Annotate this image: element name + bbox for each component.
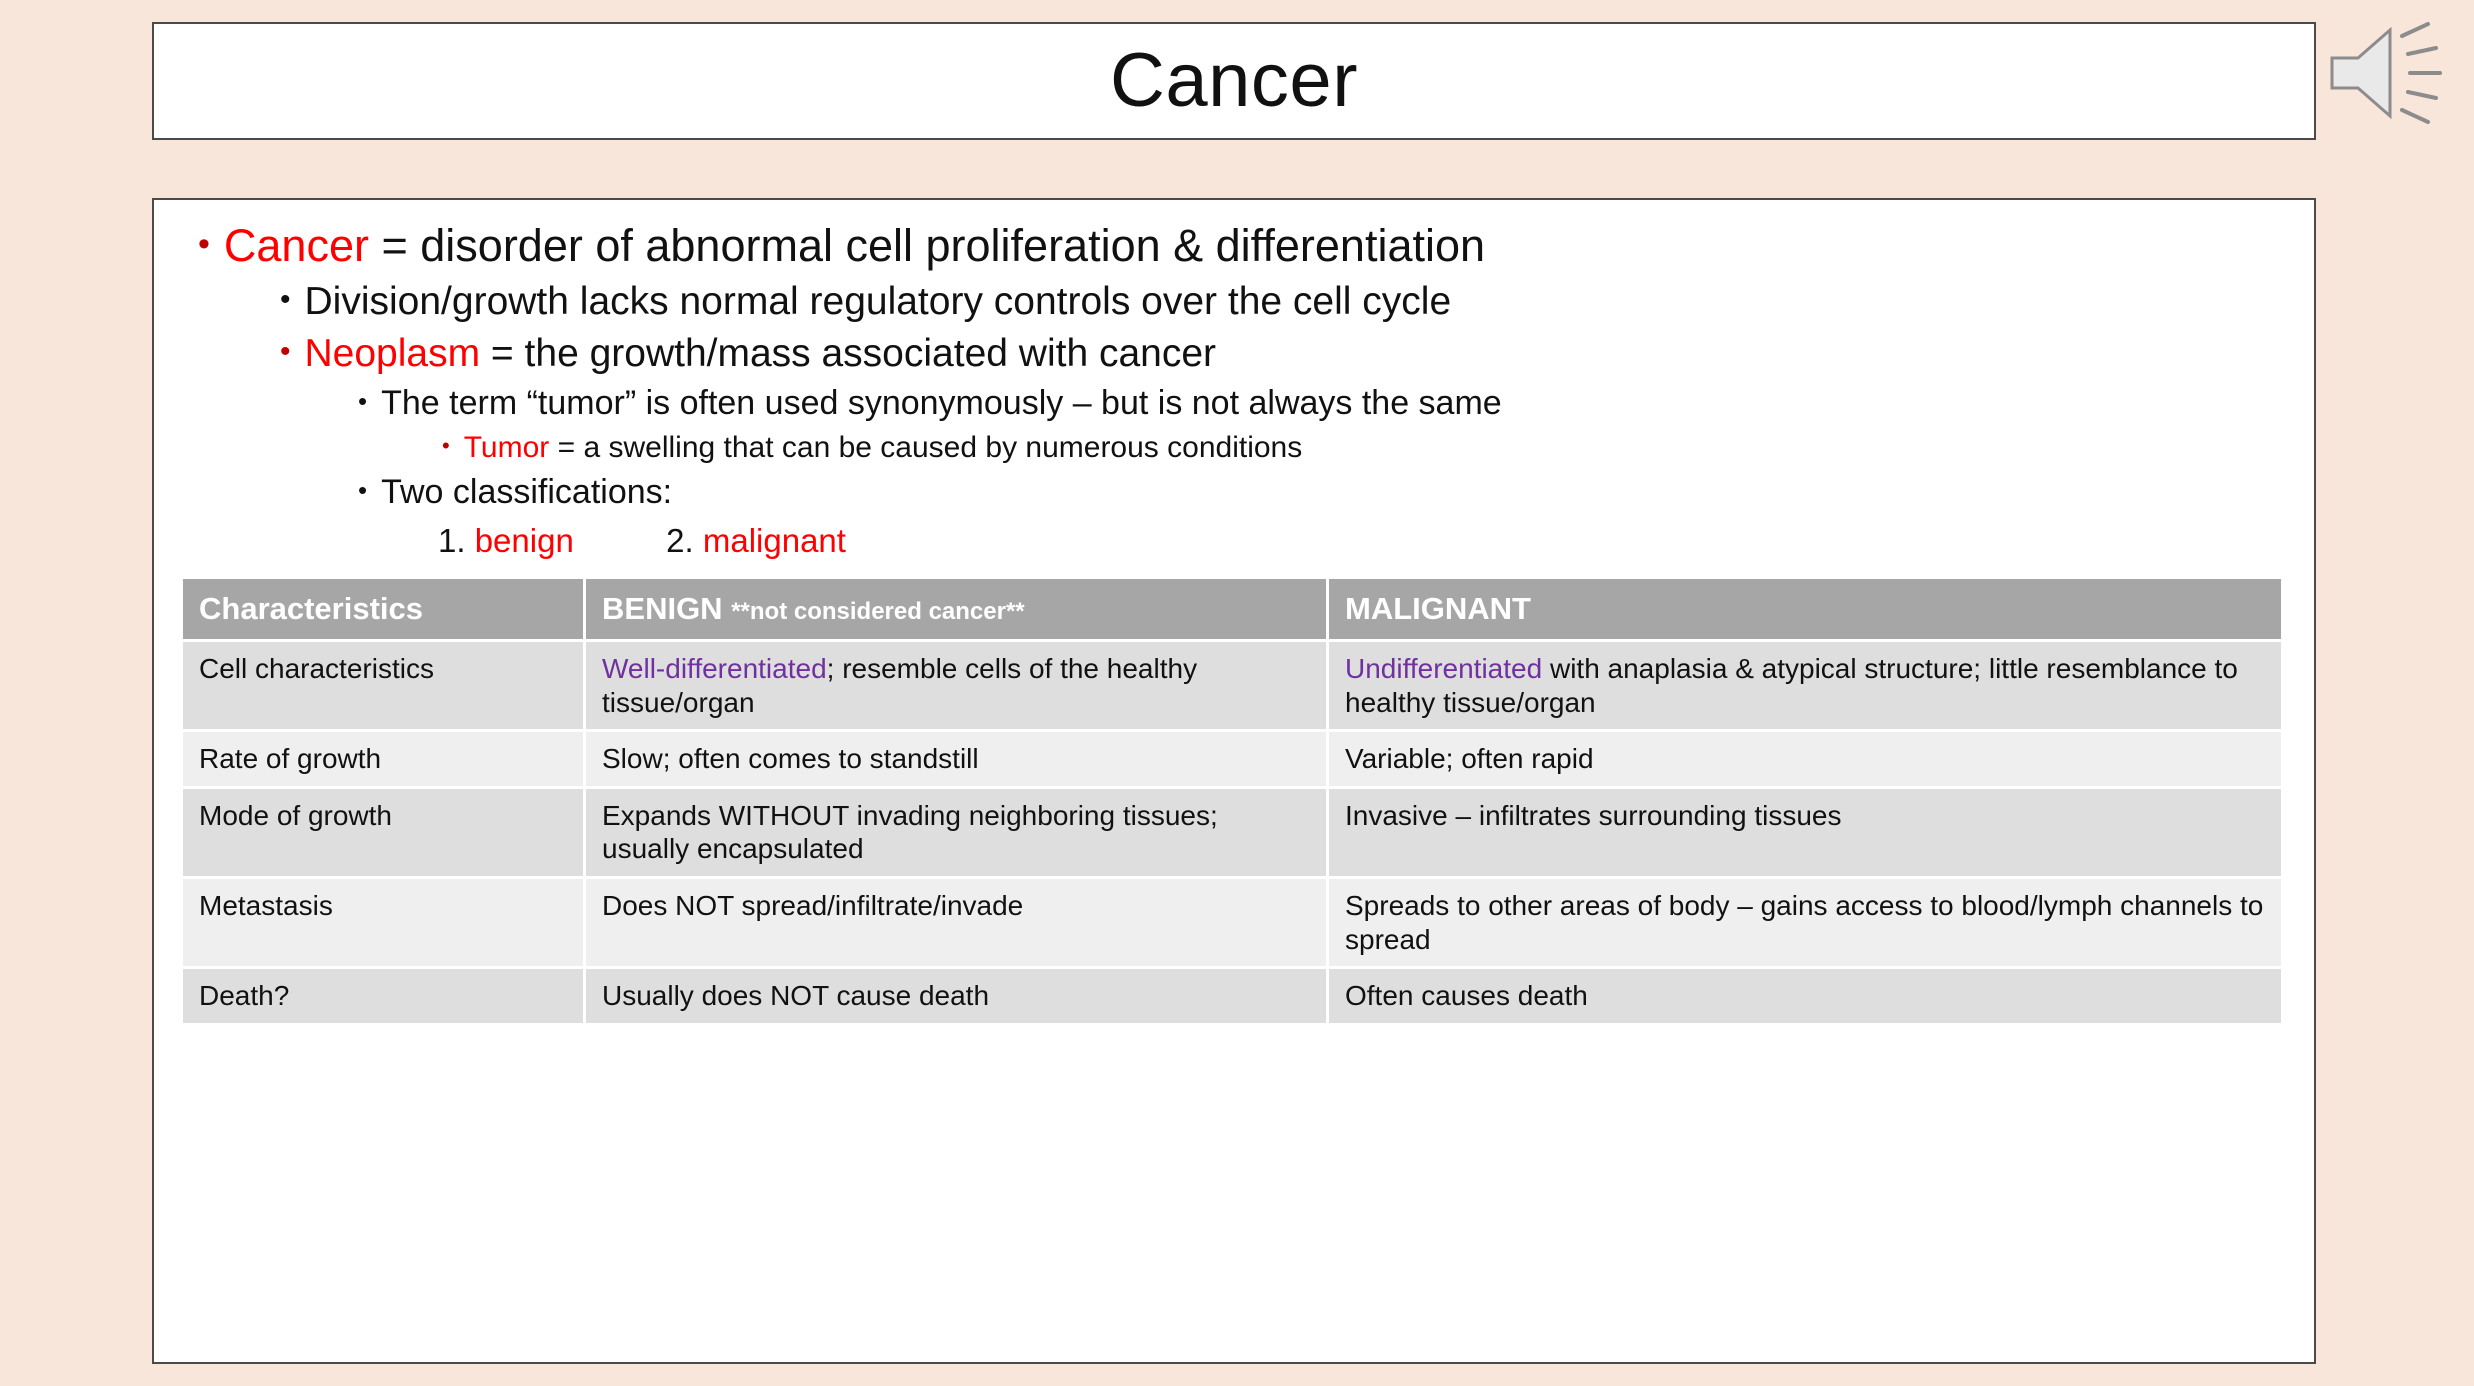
cell-benign (586, 969, 1326, 1023)
cell-benign (586, 642, 1326, 729)
page-title: Cancer (1110, 38, 1358, 123)
table-header-benign (586, 579, 1326, 639)
cell-characteristic: Death? (183, 969, 583, 1023)
bullet-level4-tumor-def (180, 431, 2288, 465)
cell-malignant-highlight: Undifferentiated (1345, 653, 1543, 684)
cell-malignant (1329, 879, 2281, 966)
term-tumor: Tumor (463, 431, 550, 464)
bullet-dot-icon: • (198, 225, 210, 263)
cell-benign (586, 879, 1326, 966)
cell-benign (586, 789, 1326, 876)
cell-benign-highlight: Well-differentiated (602, 653, 827, 684)
cell-malignant-text: with anaplasia & atypical structure; little resemblance to healthy tissue/organ (1345, 653, 2238, 718)
cell-benign-text: Does NOT spread/infiltrate/invade (602, 889, 1024, 921)
bullet-level2-division-text: Division/growth lacks normal regulatory controls over the cell cycle (304, 280, 1452, 323)
cell-malignant-text: Spreads to other areas of body – gains access to blood/lymph channels to spread (1345, 889, 2264, 955)
classification-1-label: benign (474, 522, 574, 559)
bullet-dot-icon: • (442, 433, 450, 458)
table-row (183, 969, 2281, 1023)
bullet-dot-icon: • (358, 386, 368, 416)
bullet-level1-cancer-text: = disorder of abnormal cell proliferation & differentiation (368, 220, 1486, 271)
cell-characteristic: Mode of growth (183, 789, 583, 876)
cell-malignant-text: Invasive – infiltrates surrounding tissues (1345, 799, 1842, 831)
table-header-characteristics: Characteristics (183, 579, 583, 639)
bullet-level3-classifications-text: Two classifications: (381, 473, 673, 511)
bullet-level3-tumor-term-text: The term “tumor” is often used synonymously – but is not always the same (381, 384, 1502, 422)
classification-2-label: malignant (702, 522, 846, 559)
table-row (183, 732, 2281, 786)
classification-options (180, 522, 2288, 560)
cell-benign-text: Slow; often comes to standstill (602, 743, 979, 775)
bullet-dot-icon: • (358, 475, 368, 505)
bullet-list (180, 220, 2288, 560)
bullet-level2-neoplasm-text: = the growth/mass associated with cancer (480, 332, 1217, 375)
bullet-level2-neoplasm (180, 332, 2288, 376)
cell-benign-text: Expands WITHOUT invading neighboring tissues; usually encapsulated (602, 799, 1218, 865)
slide-body-box (152, 198, 2316, 1364)
cell-malignant (1329, 642, 2281, 729)
cell-characteristic: Rate of growth (183, 732, 583, 786)
bullet-level1-cancer (180, 220, 2288, 272)
cell-malignant-text: Variable; often rapid (1345, 743, 1594, 775)
table-row (183, 879, 2281, 966)
term-neoplasm: Neoplasm (304, 332, 481, 375)
cell-malignant (1329, 789, 2281, 876)
cell-malignant-text: Often causes death (1345, 980, 1588, 1012)
bullet-dot-icon: • (280, 283, 291, 316)
classification-2-number: 2. (666, 522, 694, 559)
table-header-row (183, 579, 2281, 639)
cell-benign-text: Usually does NOT cause death (602, 980, 990, 1012)
cell-characteristic: Metastasis (183, 879, 583, 966)
bullet-dot-icon: • (280, 335, 291, 368)
table-header-benign-main: BENIGN (602, 591, 723, 626)
classification-1-number: 1. (438, 522, 466, 559)
bullet-level2-division (180, 280, 2288, 324)
cell-benign (586, 732, 1326, 786)
term-cancer: Cancer (223, 220, 369, 271)
cell-malignant (1329, 732, 2281, 786)
cell-benign-text: ; resemble cells of the healthy tissue/organ (602, 653, 1198, 718)
bullet-level3-tumor-term (180, 384, 2288, 423)
bullet-level3-classifications (180, 473, 2288, 512)
bullet-level4-tumor-def-text: = a swelling that can be caused by numerous conditions (549, 431, 1303, 464)
speaker-icon[interactable] (2324, 18, 2454, 128)
table-header-benign-note: **not considered cancer** (731, 598, 1025, 625)
table-header-malignant: MALIGNANT (1329, 579, 2281, 639)
comparison-table (180, 576, 2284, 1026)
cell-characteristic: Cell characteristics (183, 642, 583, 729)
table-row (183, 789, 2281, 876)
cell-malignant (1329, 969, 2281, 1023)
slide-title-box (152, 22, 2316, 140)
table-row (183, 642, 2281, 729)
